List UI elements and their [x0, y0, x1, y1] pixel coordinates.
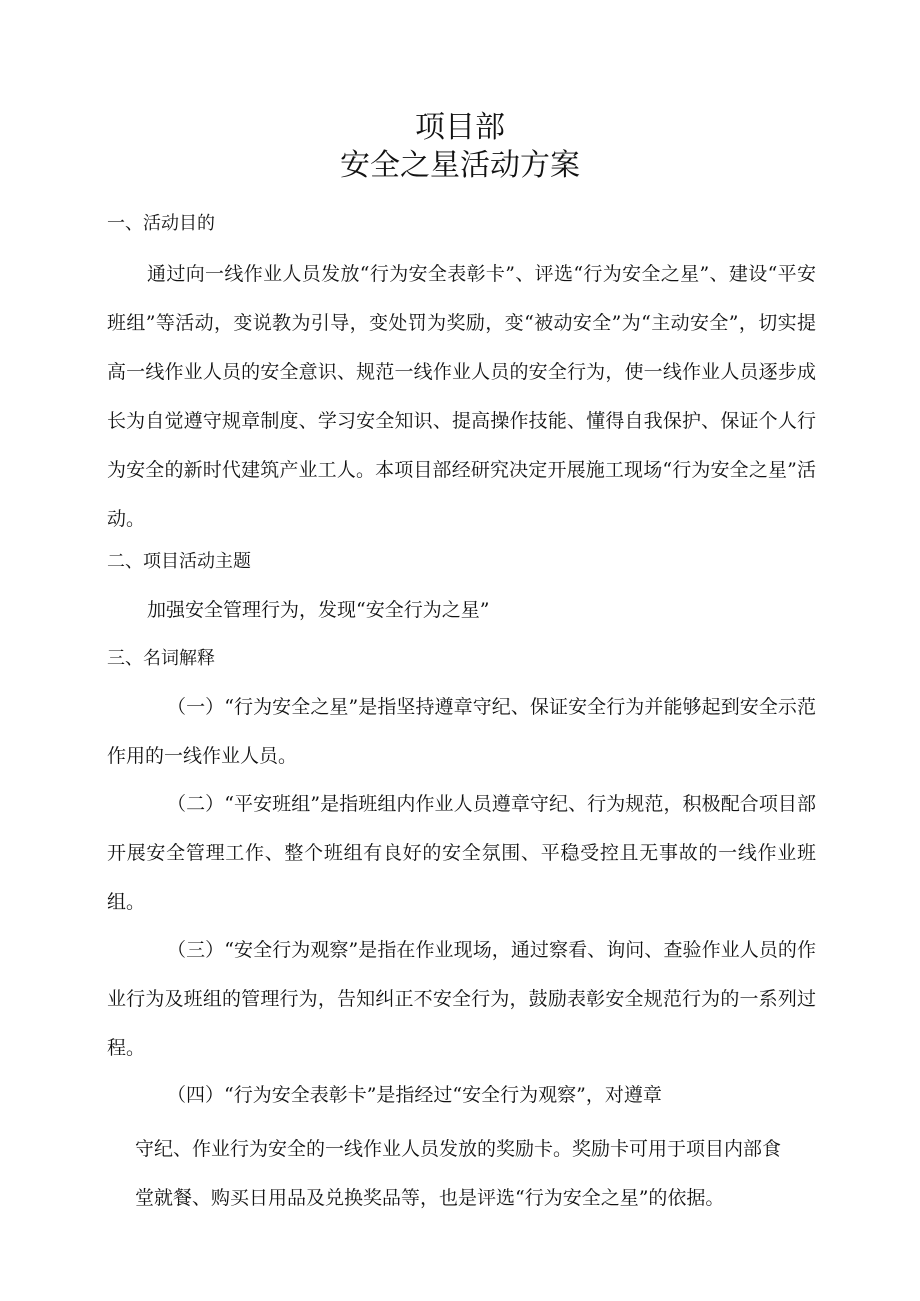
- section-heading-purpose: 一、活动目的: [107, 213, 215, 234]
- definition-paragraph-3: （三）“安全行为观察”是指在作业现场，通过察看、询问、查验作业人员的作业行为及班组的管理行为，告知纠正不安全行为，鼓励表彰安全规范行为的一系列过程。: [107, 939, 816, 1059]
- section-heading-definitions: 三、名词解释: [107, 648, 215, 669]
- document-title-line1: 项目部: [415, 110, 505, 145]
- section-heading-theme: 二、项目活动主题: [107, 551, 251, 572]
- document-title-line2: 安全之星活动方案: [340, 148, 580, 183]
- definition-paragraph-2: （二）“平安班组”是指班组内作业人员遵章守纪、行为规范，积极配合项目部开展安全管理工作、整个班组有良好的安全氛围、平稳受控且无事故的一线作业班组。: [107, 793, 816, 913]
- definition-paragraph-1: （一）“行为安全之星”是指坚持遵章守纪、保证安全行为并能够起到安全示范作用的一线作业人员。: [107, 696, 816, 767]
- definition-4-line-2: 守纪、作业行为安全的一线作业人员发放的奖励卡。奖励卡可用于项目内部食: [135, 1138, 782, 1160]
- definition-4-line-1: （四）“行为安全表彰卡”是指经过“安全行为观察”，对遵章: [167, 1084, 662, 1106]
- definition-4-line-3: 堂就餐、购买日用品及兑换奖品等，也是评选“行为安全之星”的依据。: [135, 1187, 725, 1209]
- section-purpose-paragraph: 通过向一线作业人员发放“行为安全表彰卡”、评选“行为安全之星”、建设“平安班组”等活动，变说教为引导，变处罚为奖励，变“被动安全”为“主动安全”，切实提高一线作业人员的安全意识、规范一线作业人员的安全行为，使一线作业人员逐步成长为自觉遵守规章制度、学习安全知识、提高操作技能、懂得自我保护、保证个人行为安全的新时代建筑产业工人。本项目部经研究决定开展施工现场“行为安全之星”活动。: [107, 263, 816, 530]
- section-theme-paragraph: 加强安全管理行为，发现“安全行为之星”: [147, 599, 490, 621]
